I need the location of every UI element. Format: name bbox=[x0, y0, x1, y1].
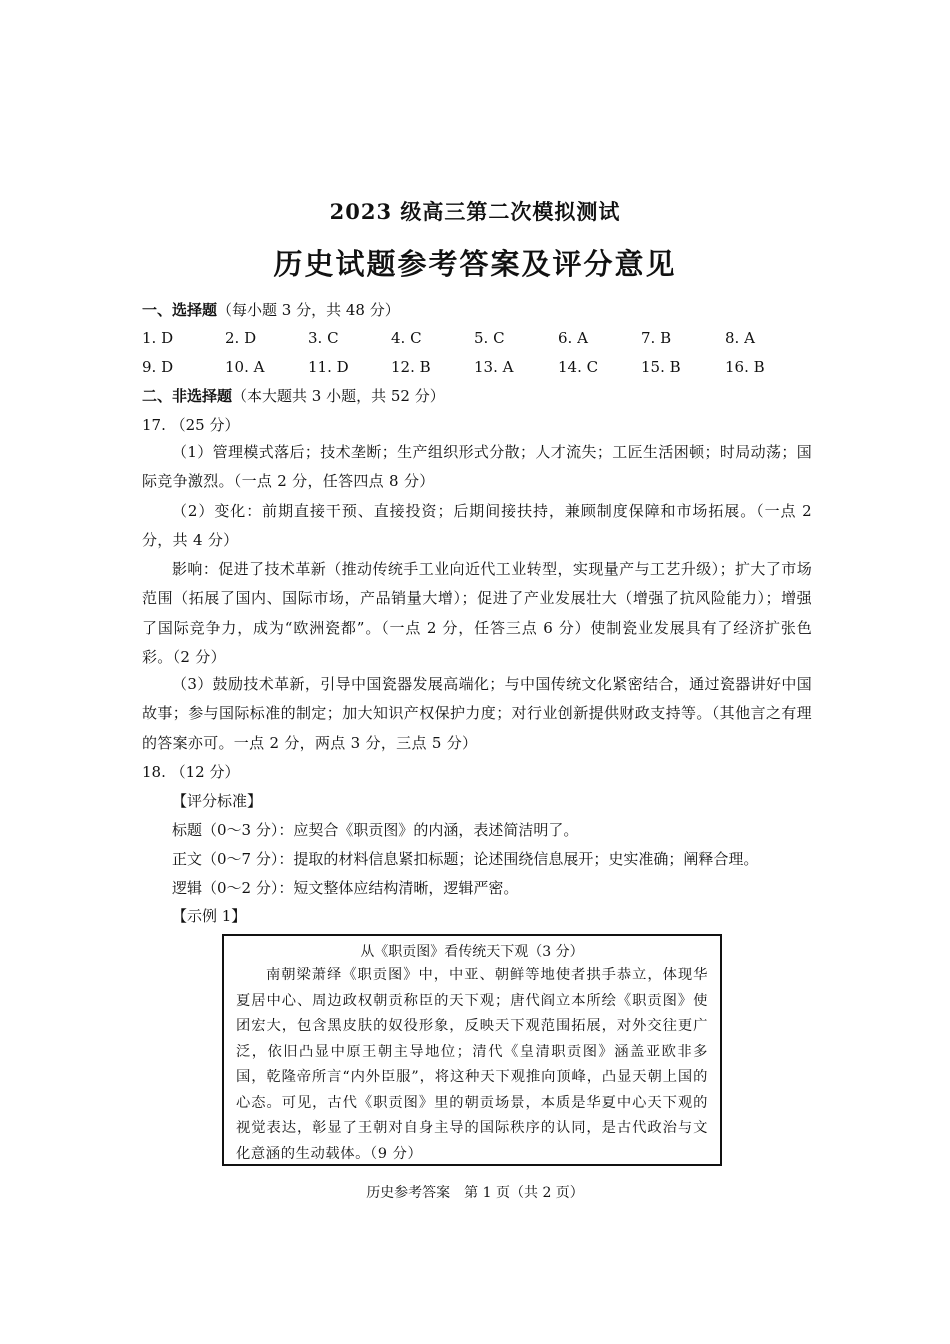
answer-item: 16. B bbox=[725, 358, 765, 376]
q17-part2: （2）变化：前期直接干预、直接投资；后期间接扶持，兼顾制度保障和市场拓展。（一点 2 分，共 4 分） bbox=[142, 502, 812, 550]
section1-header bbox=[142, 300, 400, 320]
exam-subtitle: 2023 级高三第二次模拟测试 bbox=[329, 199, 621, 224]
criteria-logic: 逻辑（0～2 分）：短文整体应结构清晰，逻辑严密。 bbox=[172, 879, 519, 897]
criteria-title: 标题（0～3 分）：应契合《职贡图》的内涵，表述简洁明了。 bbox=[172, 821, 579, 839]
answer-item: 6. A bbox=[558, 329, 588, 347]
q17-part3: （3）鼓励技术革新，引导中国瓷器发展高端化；与中国传统文化紧密结合，通过瓷器讲好中国故事；参与国际标准的制定；加大知识产权保护力度；对行业创新提供财政支持等。（其他言之有理的答案亦可。一点 2 分，两点 3 分，三点 5 分） bbox=[142, 675, 812, 752]
answer-item: 11. D bbox=[308, 358, 349, 376]
answer-item: 4. C bbox=[391, 329, 422, 347]
answer-item: 12. B bbox=[391, 358, 431, 376]
answer-item: 14. C bbox=[558, 358, 599, 376]
answer-item: 8. A bbox=[725, 329, 755, 347]
q18-label: 18. （12 分） bbox=[142, 763, 240, 781]
section1-heading: 一、选择题 bbox=[142, 301, 218, 319]
section2-note: （本大题共 3 小题，共 52 分） bbox=[232, 387, 445, 405]
answer-item: 1. D bbox=[142, 329, 174, 347]
answer-item: 13. A bbox=[474, 358, 514, 376]
criteria-body: 正文（0～7 分）：提取的材料信息紧扣标题；论述围绕信息展开；史实准确；阐释合理。 bbox=[172, 850, 759, 868]
page-footer: 历史参考答案 第 1 页（共 2 页） bbox=[366, 1185, 584, 1201]
q17-part1: （1）管理模式落后；技术垄断；生产组织形式分散；人才流失；工匠生活困顿；时局动荡；国际竞争激烈。（一点 2 分，任答四点 8 分） bbox=[142, 443, 812, 491]
answer-item: 2. D bbox=[225, 329, 257, 347]
answer-item: 5. C bbox=[474, 329, 505, 347]
answer-item: 15. B bbox=[641, 358, 681, 376]
answer-item: 9. D bbox=[142, 358, 174, 376]
example-essay-title: 从《职贡图》看传统天下观（3 分） bbox=[360, 944, 584, 960]
example-heading: 【示例 1】 bbox=[172, 907, 247, 925]
example-essay-body: 南朝梁萧绎《职贡图》中，中亚、朝鲜等地使者拱手恭立，体现华夏居中心、周边政权朝贡称臣的天下观；唐代阎立本所绘《职贡图》使团宏大，包含黑皮肤的奴役形象，反映天下观范围拓展，对外交往更广泛，依旧凸显中原王朝主导地位；清代《皇清职贡图》涵盖亚欧非多国，乾隆帝所言“内外臣服”，将这种天下观推向顶峰，凸显天朝上国的心态。可见，古代《职贡图》里的朝贡场景，本质是华夏中心天下观的视觉表达，彰显了王朝对自身主导的国际秩序的认同，是古代政治与文化意涵的生动载体。（9 分） bbox=[236, 967, 708, 1162]
page-title: 历史试题参考答案及评分意见 bbox=[273, 247, 677, 281]
section2-heading: 二、非选择题 bbox=[142, 387, 233, 405]
answer-item: 10. A bbox=[225, 358, 265, 376]
answer-item: 7. B bbox=[641, 329, 672, 347]
q17-impact: 影响：促进了技术革新（推动传统手工业向近代工业转型，实现量产与工艺升级）；扩大了市场范围（拓展了国内、国际市场，产品销量大增）；促进了产业发展壮大（增强了抗风险能力）；增强了国际竞争力，成为“欧洲瓷都”。（一点 2 分，任答三点 6 分）使制瓷业发展具有了经济扩张色彩。（2 分） bbox=[142, 560, 812, 667]
example-essay-box bbox=[222, 934, 722, 1166]
section1-note: （每小题 3 分，共 48 分） bbox=[217, 301, 400, 319]
q17-label: 17. （25 分） bbox=[142, 416, 240, 434]
criteria-heading: 【评分标准】 bbox=[172, 792, 263, 810]
answer-item: 3. C bbox=[308, 329, 339, 347]
section2-header bbox=[142, 386, 445, 406]
